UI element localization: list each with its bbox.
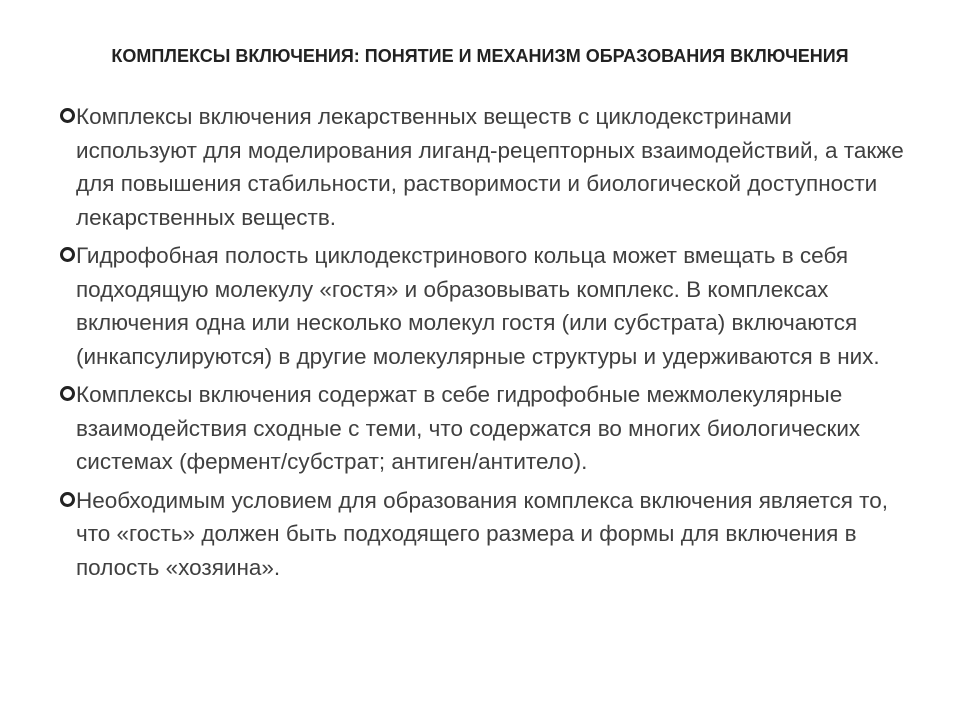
bullet-text: Гидрофобная полость циклодекстринового кольца может вмещать в себя подходящую молекулу «гостя» и образовывать комплекс. В комплексах включения одна или несколько молекул гостя (или субстрата) включаются (инкапсулируются) в другие молекулярные структуры и удерживаются в них. — [76, 243, 880, 369]
slide-title: КОМПЛЕКСЫ ВКЛЮЧЕНИЯ: ПОНЯТИЕ И МЕХАНИЗМ ОБРАЗОВАНИЯ ВКЛЮЧЕНИЯ — [111, 46, 849, 66]
bullet-item — [60, 100, 910, 234]
circle-bullet-icon — [60, 108, 75, 123]
bullet-text: Комплексы включения содержат в себе гидрофобные межмолекулярные взаимодействия сходные с теми, что содержатся во многих биологических системах (фермент/субстрат; антиген/антитело). — [76, 382, 861, 474]
bullet-text: Комплексы включения лекарственных веществ с циклодекстринами используют для моделирования лиганд-рецепторных взаимодействий, а также для повышения стабильности, растворимости и биологической доступности лекарственных веществ. — [76, 104, 904, 230]
circle-bullet-icon — [60, 386, 75, 401]
bullet-item — [60, 239, 910, 373]
bullet-item — [60, 484, 910, 585]
circle-bullet-icon — [60, 492, 75, 507]
bullet-text: Необходимым условием для образования комплекса включения является то, что «гость» должен быть подходящего размера и формы для включения в полость «хозяина». — [76, 487, 888, 580]
circle-bullet-icon — [60, 247, 75, 262]
bullet-item — [60, 378, 910, 479]
bullet-list — [60, 100, 910, 589]
